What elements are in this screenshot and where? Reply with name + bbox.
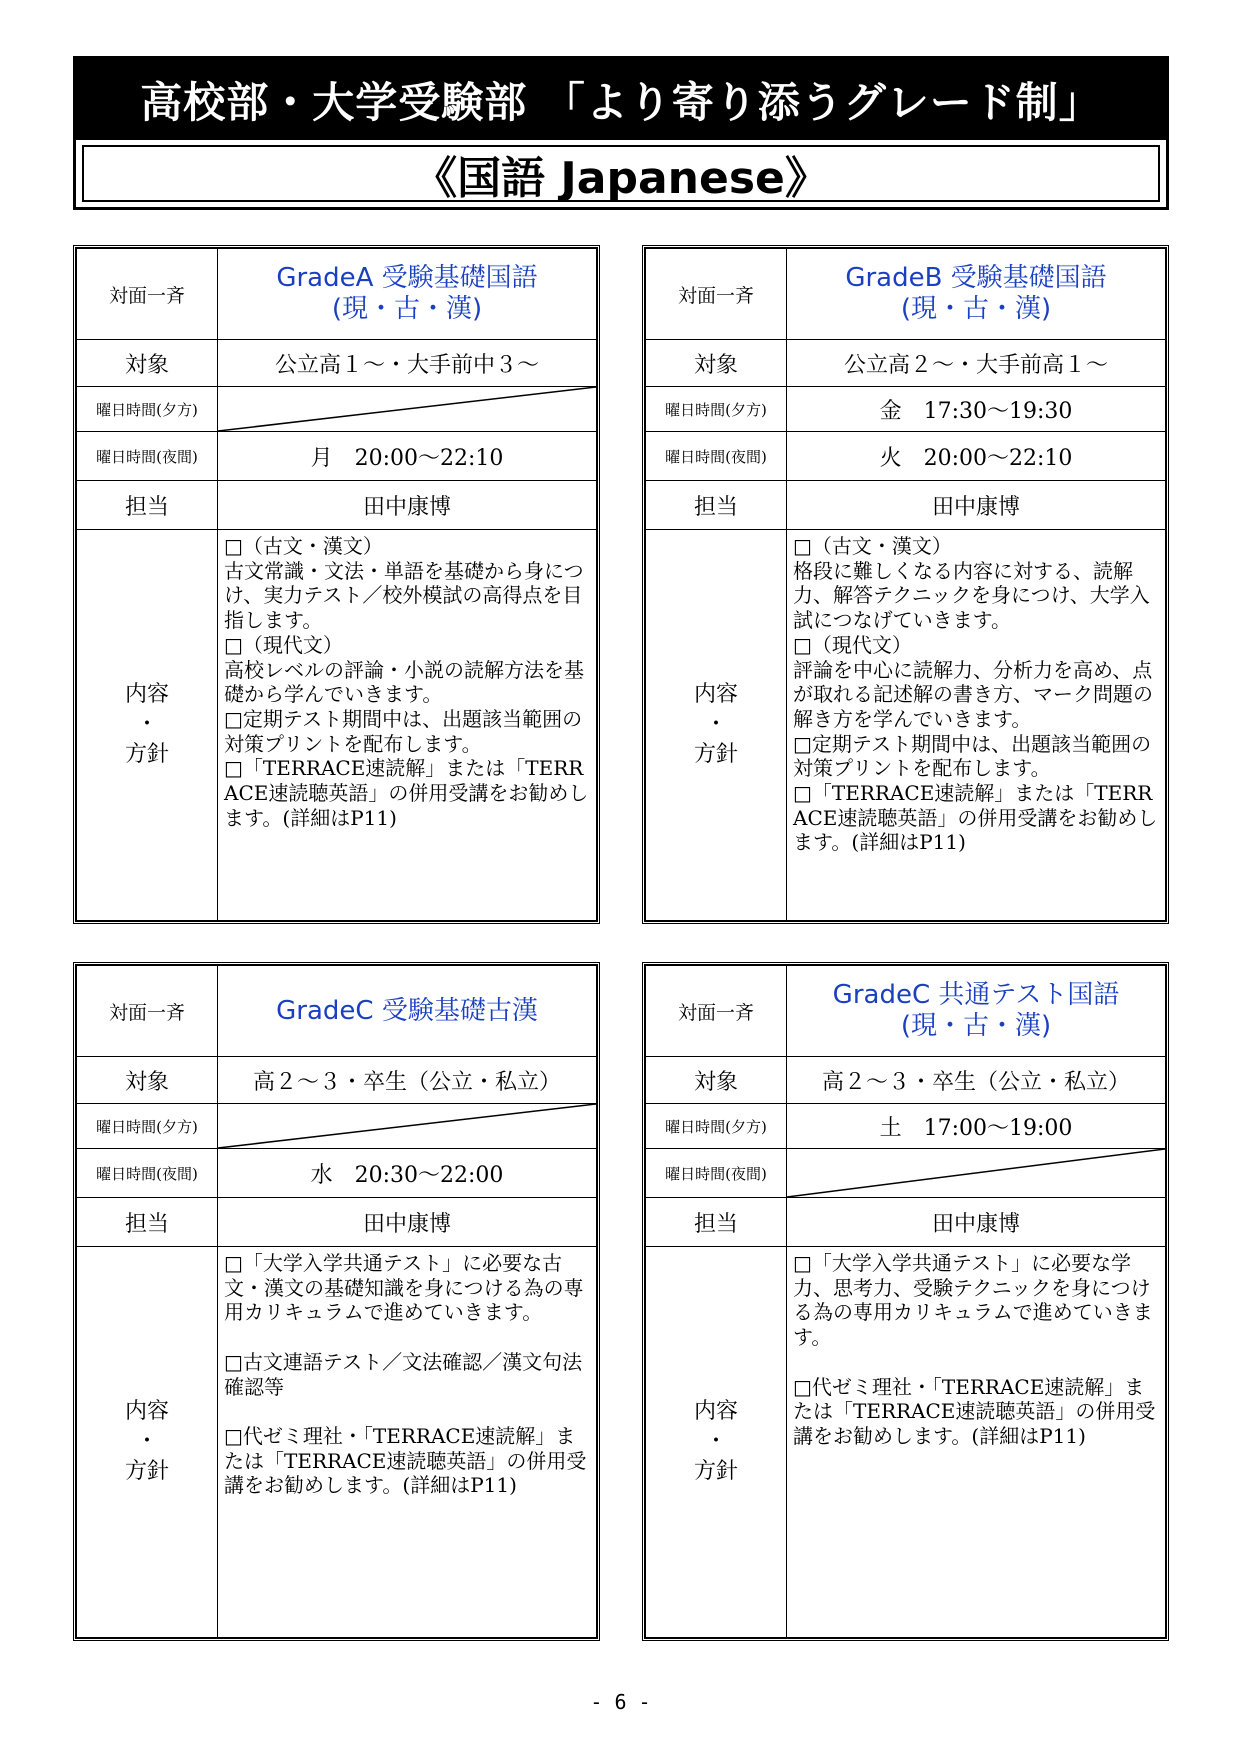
teacher-label: 担当 (646, 481, 787, 530)
course-title: GradeA 受験基礎国語 (現・古・漢) (218, 249, 597, 340)
page-subtitle: 《国語 Japanese》 (82, 145, 1160, 202)
evening-value-empty (218, 387, 597, 432)
course-card-c-common-test (642, 962, 1169, 1641)
content-text: □「大学入学共通テスト」に必要な古文・漢文の基礎知識を身につける為の専用カリキュラムで進めていきます。 □古文連語テスト／文法確認／漢文句法確認等 □代ゼミ理社・「TERRACE速読解」または「TERRACE速読聴英語」の併用受講をお勧めします。(詳細はP11) (218, 1247, 597, 1638)
night-value: 月 20:00～22:10 (218, 432, 597, 481)
content-text: □「大学入学共通テスト」に必要な学力、思考力、受験テクニックを身につける為の専用カリキュラムで進めていきます。 □代ゼミ理社・「TERRACE速読解」または「TERRACE速読聴英語」の併用受講をお勧めします。(詳細はP11) (787, 1247, 1166, 1638)
target-label: 対象 (77, 340, 218, 387)
course-card-c-classics (73, 962, 600, 1641)
page-number: - 6 - (590, 1690, 651, 1714)
night-value-empty (787, 1149, 1166, 1198)
night-label: 曜日時間(夜間) (77, 1149, 218, 1198)
format-label: 対面一斉 (77, 249, 218, 340)
course-title: GradeB 受験基礎国語 (現・古・漢) (787, 249, 1166, 340)
teacher-value: 田中康博 (787, 481, 1166, 530)
night-value: 火 20:00～22:10 (787, 432, 1166, 481)
evening-label: 曜日時間(夕方) (77, 1104, 218, 1149)
target-value: 高２～３・卒生（公立・私立） (218, 1057, 597, 1104)
format-label: 対面一斉 (646, 249, 787, 340)
content-label: 内容 ・ 方針 (77, 1247, 218, 1638)
course-title: GradeC 共通テスト国語 (現・古・漢) (787, 966, 1166, 1057)
night-label: 曜日時間(夜間) (646, 432, 787, 481)
format-label: 対面一斉 (77, 966, 218, 1057)
evening-value: 金 17:30～19:30 (787, 387, 1166, 432)
evening-value: 土 17:00～19:00 (787, 1104, 1166, 1149)
teacher-label: 担当 (77, 1198, 218, 1247)
page-title: 高校部・大学受験部 「より寄り添うグレード制」 (76, 59, 1166, 140)
course-card-a (73, 245, 600, 924)
target-label: 対象 (646, 1057, 787, 1104)
night-label: 曜日時間(夜間) (646, 1149, 787, 1198)
course-card-b (642, 245, 1169, 924)
target-value: 高２～３・卒生（公立・私立） (787, 1057, 1166, 1104)
evening-label: 曜日時間(夕方) (646, 1104, 787, 1149)
evening-value-empty (218, 1104, 597, 1149)
content-label: 内容 ・ 方針 (646, 1247, 787, 1638)
teacher-value: 田中康博 (787, 1198, 1166, 1247)
teacher-label: 担当 (646, 1198, 787, 1247)
format-label: 対面一斉 (646, 966, 787, 1057)
target-label: 対象 (646, 340, 787, 387)
night-value: 水 20:30～22:00 (218, 1149, 597, 1198)
teacher-label: 担当 (77, 481, 218, 530)
night-label: 曜日時間(夜間) (77, 432, 218, 481)
content-label: 内容 ・ 方針 (646, 530, 787, 921)
page-header (73, 56, 1169, 210)
content-text: □（古文・漢文） 格段に難しくなる内容に対する、読解力、解答テクニックを身につけ、大学入試につなげていきます。 □（現代文） 評論を中心に読解力、分析力を高め、点が取れる記述解の書き方、マーク問題の解き方を学んでいきます。 □定期テスト期間中は、出題該当範囲の対策プリントを配布します。 □「TERRACE速読解」または「TERRACE速読聴英語」の併用受講をお勧めします。(詳細はP11) (787, 530, 1166, 921)
course-title: GradeC 受験基礎古漢 (218, 966, 597, 1057)
target-value: 公立高１～・大手前中３～ (218, 340, 597, 387)
evening-label: 曜日時間(夕方) (646, 387, 787, 432)
target-label: 対象 (77, 1057, 218, 1104)
evening-label: 曜日時間(夕方) (77, 387, 218, 432)
content-label: 内容 ・ 方針 (77, 530, 218, 921)
content-text: □（古文・漢文） 古文常識・文法・単語を基礎から身につけ、実力テスト／校外模試の高得点を目指します。 □（現代文） 高校レベルの評論・小説の読解方法を基礎から学んでいきます。 □定期テスト期間中は、出題該当範囲の対策プリントを配布します。 □「TERRACE速読解」または「TERRACE速読聴英語」の併用受講をお勧めします。(詳細はP11) (218, 530, 597, 921)
target-value: 公立高２～・大手前高１～ (787, 340, 1166, 387)
teacher-value: 田中康博 (218, 1198, 597, 1247)
teacher-value: 田中康博 (218, 481, 597, 530)
